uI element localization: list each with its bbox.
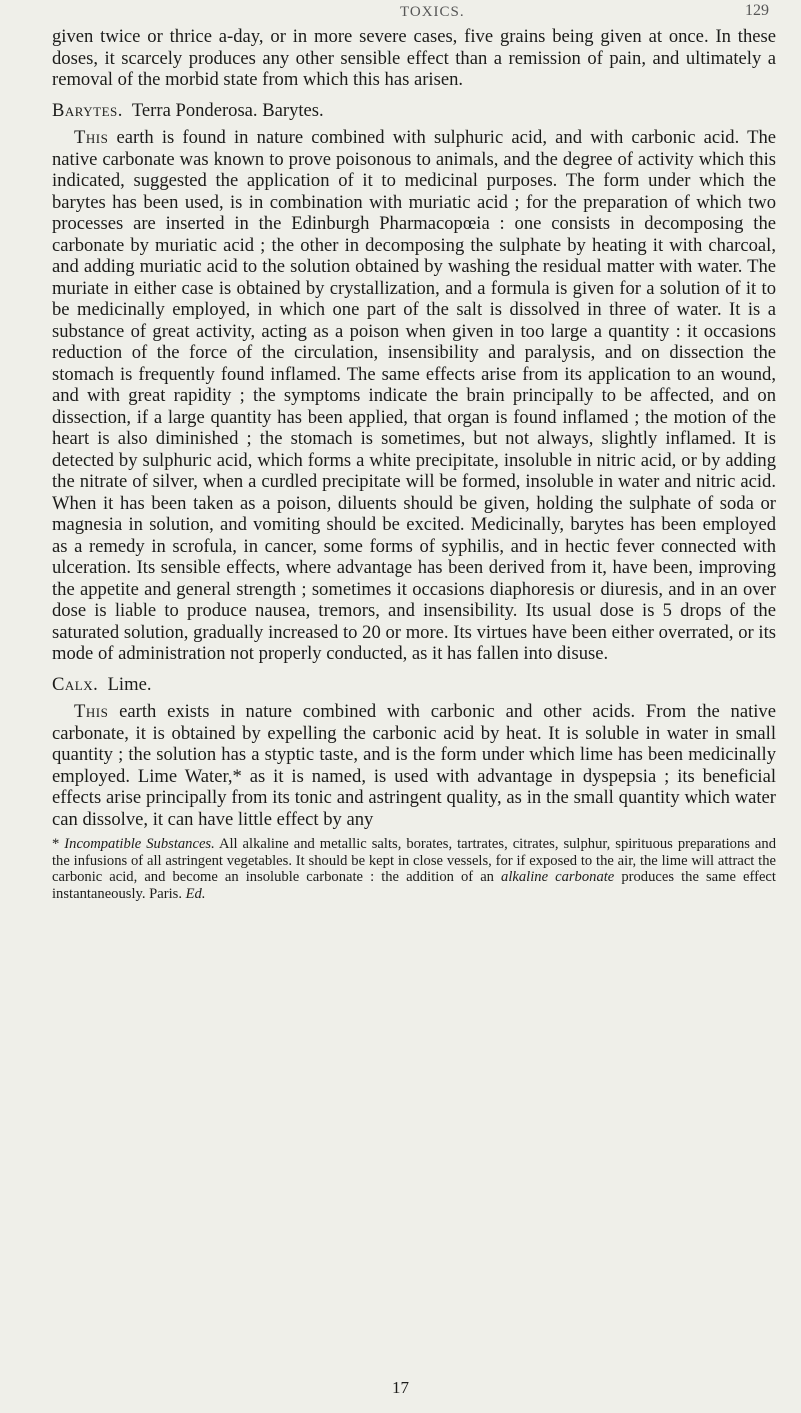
calx-heading [52,674,776,696]
footnote-author: Ed. [185,885,206,902]
barytes-heading [52,100,776,122]
signature-mark: 17 [392,1378,409,1397]
footnote [52,836,776,902]
footnote-text: All alkaline and metallic salts, borates, tartrates, citrates, sulphur, spirituous preparations and the infusions of all astringent vegetables. It should be kept in close vessels, for if exposed to the air, the lime will attract the carbonic acid, and become an insoluble carbonate : the addition of an [52,836,776,885]
intro-paragraph: given twice or thrice a-day, or in more severe cases, five grains being given at once. In these doses, it scarcely produces any other sensible effect than a remission of pain, and ultimately a removal of the morbid state from which this has arisen. [52,26,776,90]
barytes-text: earth is found in nature combined with sulphuric acid, and with carbonic acid. The native carbonate was known to prove poisonous to animals, and the degree of activity which this indicated, suggested the application of it to medicinal purposes. The form under which the barytes has been used, is in combination with muriatic acid ; for the preparation of which two processes are inserted in the Edinburgh Pharmacopœia : one consists in decomposing the carbonate by muriatic acid ; the other in decomposing the sulphate by heating it with charcoal, and adding muriatic acid to the solution obtained by washing the residual matter with water. The muriate in either case is obtained by crystallization, and a formula is given for a solution of it to be medicinally employed, in which one part of the salt is dissolved in three of water. It is a substance of great activity, acting as a poison when given in too large a quantity : it occasions reduction of the force of the circulation, insensibility and paralysis, and on dissection the stomach is frequently found inflamed. The same effects arise from its application to an wound, and with great rapidity ; the symptoms indicate the brain principally to be affected, and on dissection, if a large quantity has been applied, that organ is found inflamed ; the motion of the heart is also diminished ; the stomach is sometimes, but not always, slightly inflamed. It is detected by sulphuric acid, which forms a white precipitate, insoluble in nitric acid, or by adding the nitrate of silver, when a curdled precipitate will be formed, insoluble in water and nitric acid. When it has been taken as a poison, diluents should be given, holding the sulphate of soda or magnesia in solution, and vomiting should be excited. Medicinally, barytes has been employed as a remedy in scrofula, in cancer, some forms of syphilis, and in hectic fever connected with ulceration. Its sensible effects, where advantage has been derived from it, have been, improving the appetite and general strength ; sometimes it occasions diaphoresis or diuresis, and in an over dose is liable to produce nausea, tremors, and insensibility. Its usual dose is 5 drops of the saturated solution, gradually increased to 20 or more. Its virtues have been either overrated, or its mode of administration not properly conducted, as it has fallen into disuse. [52,127,776,664]
calx-heading-name: Calx. [52,673,99,695]
page-content [52,26,776,902]
running-title: TOXICS. [400,4,465,20]
barytes-heading-name: Barytes. [52,99,123,121]
calx-lead-word: This [74,701,109,722]
barytes-paragraph [52,127,776,665]
calx-text: earth exists in nature combined with carbonic and other acids. From the native carbonate, it is obtained by expelling the carbonic acid by heat. It is soluble in water in small quantity ; the solution has a styptic taste, and is the form under which lime has been medicinally employed. Lime Water,* as it is named, is used with advantage in dyspepsia ; its beneficial effects arise principally from its tonic and astringent quality, as in the small quantity which water can dissolve, it can have little effect by any [52,701,776,830]
running-head [0,2,801,26]
footnote-italic-phrase: alkaline carbonate [501,869,615,885]
calx-heading-synonyms: Lime. [107,673,152,695]
footnote-mark: * [52,836,65,852]
barytes-lead-word: This [74,127,109,148]
page-number: 129 [745,2,769,19]
calx-paragraph [52,701,776,830]
footnote-text-end: produces the same effect instantaneously. Paris. [52,869,776,902]
barytes-heading-synonyms: Terra Ponderosa. Barytes. [131,99,324,121]
footnote-title: Incompatible Substances. [64,836,215,852]
